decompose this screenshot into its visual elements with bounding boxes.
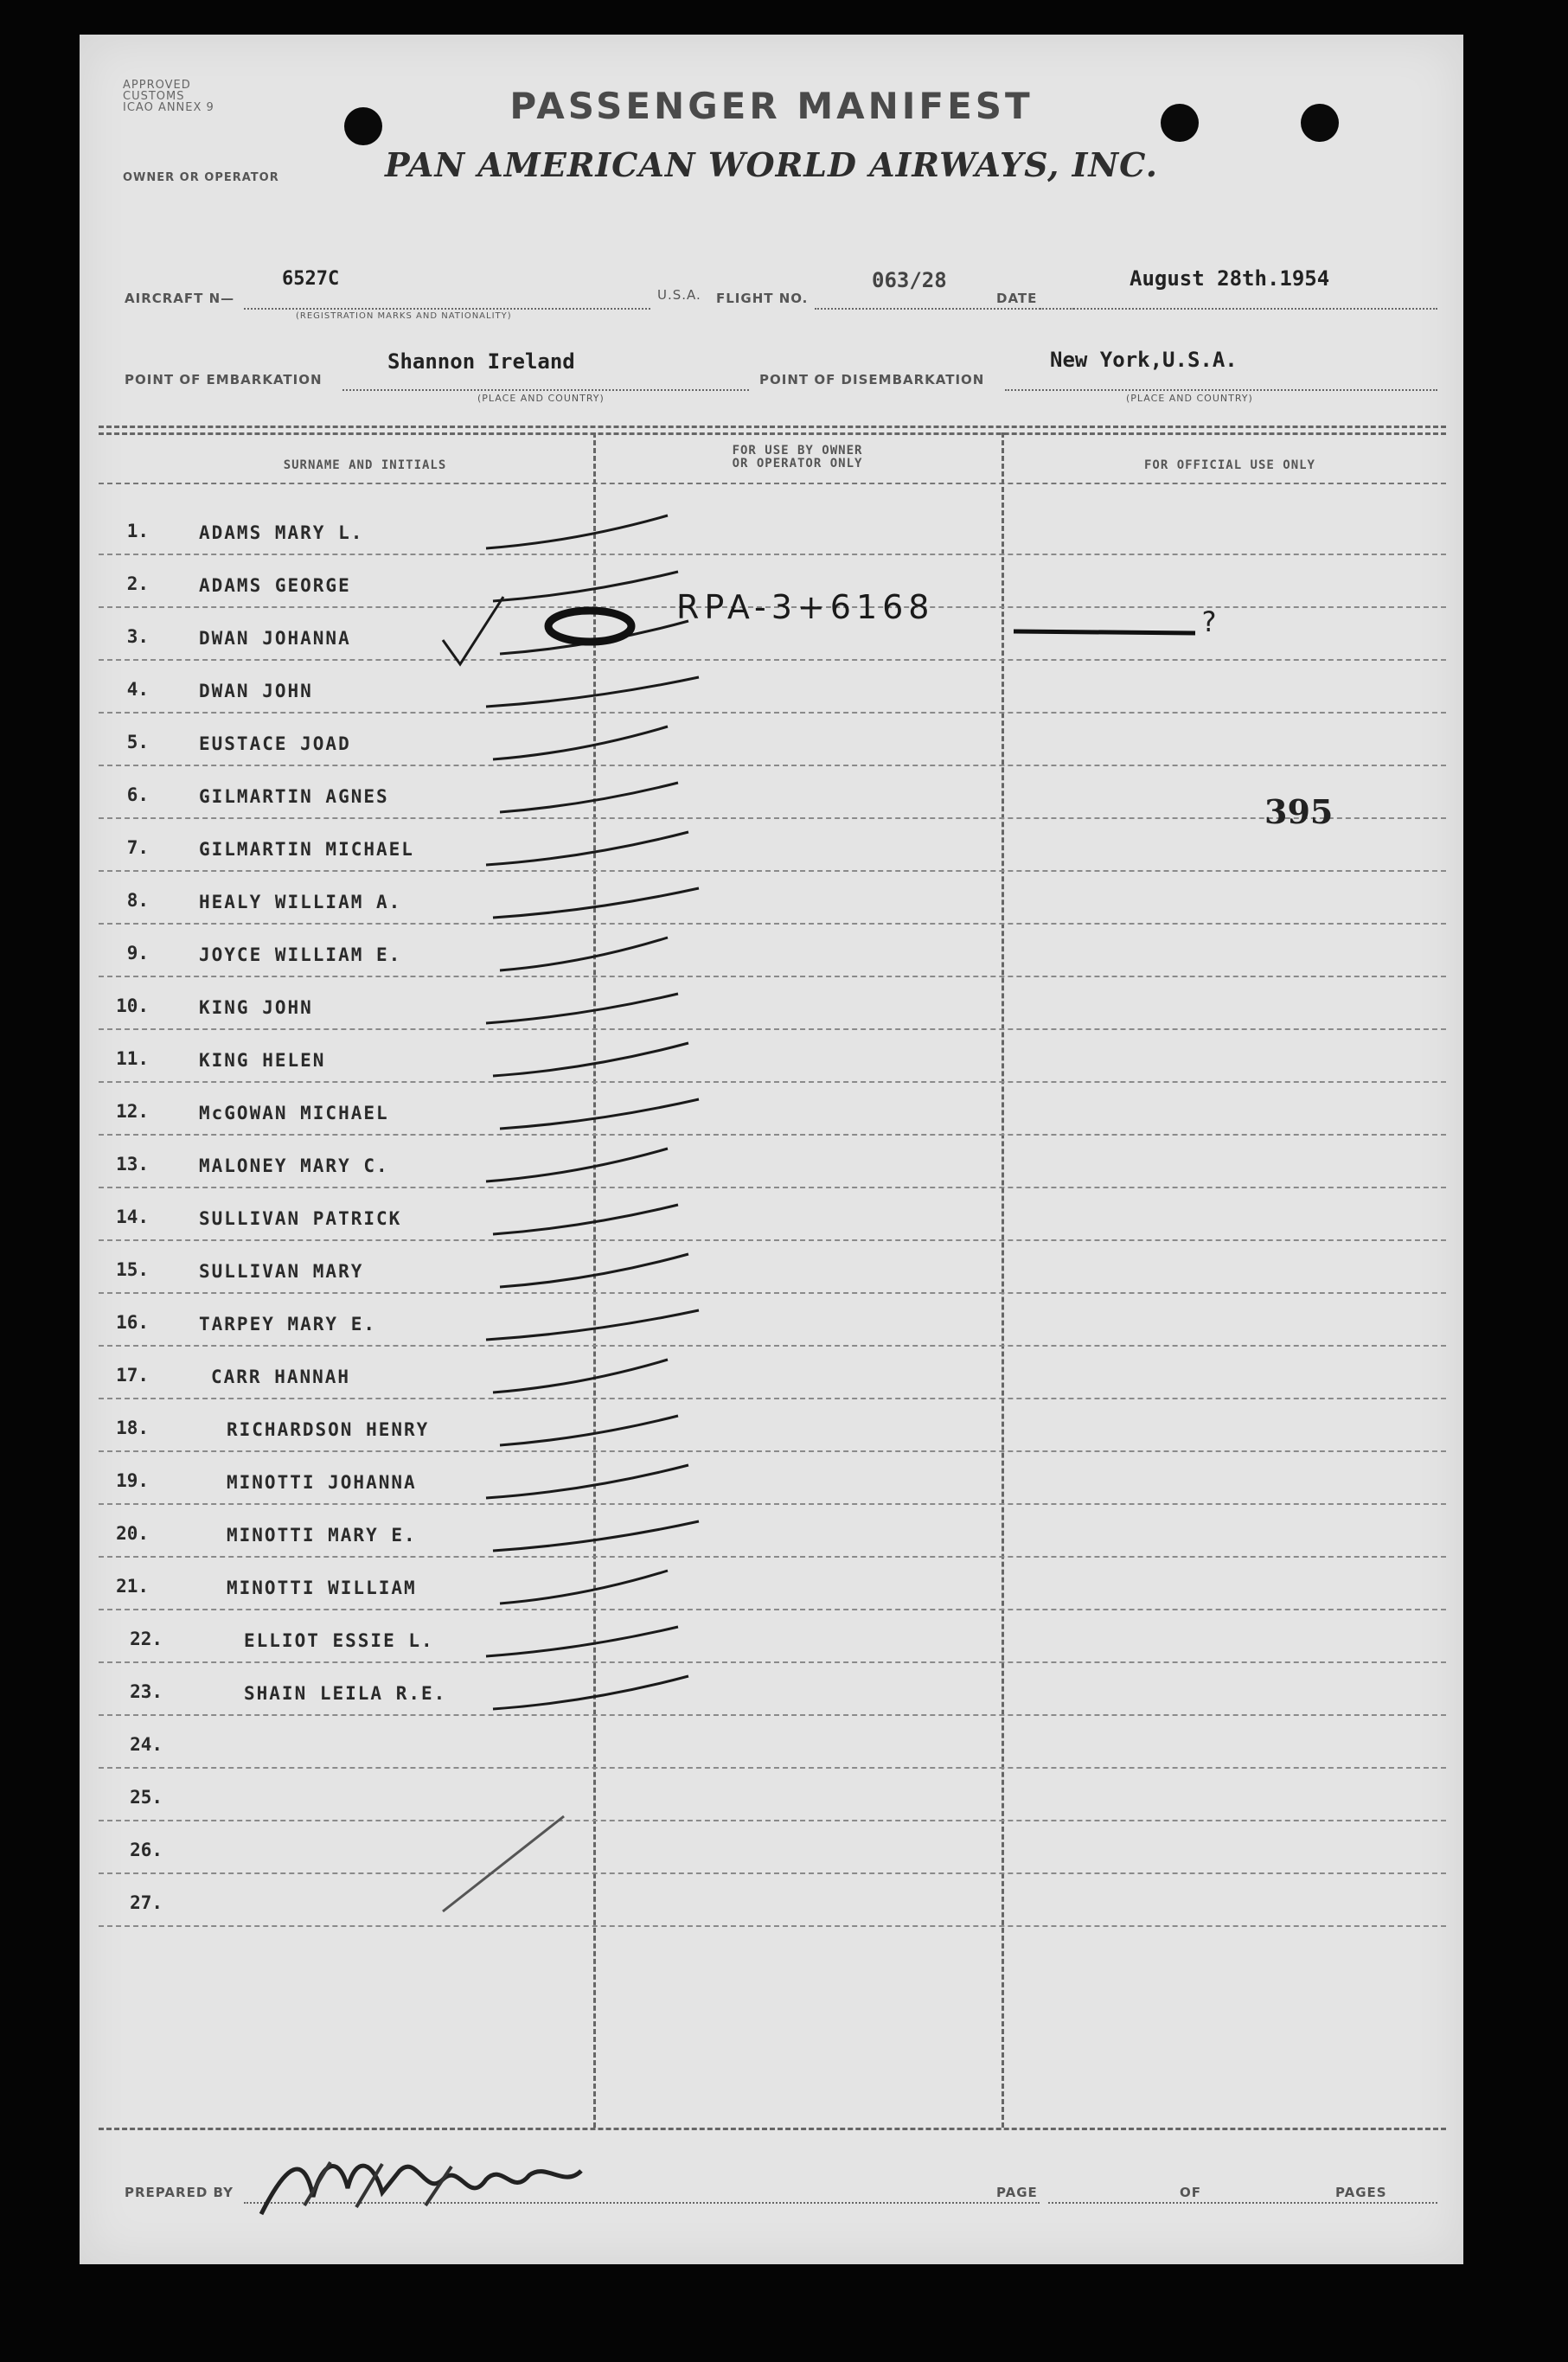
row-number: 12. [116, 1101, 149, 1122]
passenger-name: MINOTTI WILLIAM [227, 1578, 417, 1598]
prepared-by-label: PREPARED BY [125, 2185, 234, 2200]
approval-line-1: APPROVED [123, 79, 191, 92]
row-number: 19. [116, 1470, 149, 1491]
embarkation-label: POINT OF EMBARKATION [125, 372, 323, 387]
passenger-name: ELLIOT ESSIE L. [244, 1630, 434, 1651]
tick-line [493, 1360, 668, 1392]
row-number: 27. [130, 1892, 163, 1913]
official-number: 395 [1264, 792, 1334, 831]
passenger-name: DWAN JOHANNA [199, 628, 351, 649]
checkmark-icon [443, 597, 503, 664]
row-number: 26. [130, 1840, 163, 1860]
row-number: 6. [126, 784, 149, 805]
strikethrough-mark [1014, 631, 1195, 633]
tick-line [493, 1521, 699, 1551]
row-number: 17. [116, 1365, 149, 1386]
passenger-name: KING JOHN [199, 997, 313, 1018]
tick-line [493, 1043, 688, 1076]
row-number: 3. [126, 626, 149, 647]
aircraft-note: (REGISTRATION MARKS AND NATIONALITY) [296, 311, 512, 321]
page-label: PAGE [996, 2185, 1038, 2200]
passenger-name: GILMARTIN AGNES [199, 786, 389, 807]
handwritten-annotation: RPA-3+6168 [676, 588, 935, 626]
passenger-name: GILMARTIN MICHAEL [199, 839, 414, 860]
tick-line [500, 783, 678, 812]
row-number: 22. [130, 1629, 163, 1649]
row-number: 5. [126, 732, 149, 752]
owner-operator-label: OWNER OR OPERATOR [123, 171, 279, 184]
disembarkation-value: New York,U.S.A. [1050, 348, 1238, 372]
col-header-surname: SURNAME AND INITIALS [283, 458, 447, 472]
tick-line [493, 888, 699, 918]
tick-line [500, 1254, 688, 1287]
passenger-name: ADAMS GEORGE [199, 575, 351, 596]
airline-name: PAN AMERICAN WORLD AIRWAYS, INC. [385, 145, 1158, 184]
tick-line [493, 1205, 678, 1234]
aircraft-value: 6527C [282, 268, 340, 290]
passenger-name: MINOTTI MARY E. [227, 1525, 417, 1546]
col-header-official: FOR OFFICIAL USE ONLY [1143, 458, 1315, 472]
row-number: 10. [116, 995, 149, 1016]
tick-line [493, 727, 668, 759]
page-title: PASSENGER MANIFEST [509, 85, 1034, 127]
flight-value: 063/28 [872, 268, 947, 292]
of-label: OF [1180, 2185, 1201, 2200]
tick-line [486, 1310, 699, 1340]
passenger-name: EUSTACE JOAD [199, 733, 351, 754]
cancel-slash [443, 1816, 564, 1911]
tick-line [500, 1099, 699, 1129]
passenger-name: MALONEY MARY C. [199, 1155, 389, 1176]
row-number: 1. [126, 521, 149, 541]
row-number: 14. [116, 1207, 149, 1227]
tick-line [500, 621, 688, 654]
passenger-name: JOYCE WILLIAM E. [199, 944, 402, 965]
tick-line [486, 994, 678, 1023]
passenger-name: CARR HANNAH [211, 1367, 351, 1387]
tick-line [486, 1627, 678, 1656]
embarkation-note: (PLACE AND COUNTRY) [477, 393, 605, 404]
passenger-name: DWAN JOHN [199, 681, 313, 701]
passenger-name: KING HELEN [199, 1050, 326, 1071]
disembarkation-label: POINT OF DISEMBARKATION [759, 372, 985, 387]
flight-label: FLIGHT NO. [716, 291, 809, 306]
tick-line [500, 1571, 668, 1603]
passenger-name: ADAMS MARY L. [199, 522, 364, 543]
tick-line [493, 572, 678, 601]
question-mark: ? [1200, 605, 1218, 638]
passenger-name: McGOWAN MICHAEL [199, 1103, 389, 1123]
row-number: 24. [130, 1734, 163, 1755]
tick-line [486, 677, 699, 707]
row-number: 16. [116, 1312, 149, 1333]
embarkation-value: Shannon Ireland [387, 349, 575, 374]
row-number: 13. [116, 1154, 149, 1175]
tick-line [500, 1416, 678, 1445]
disembarkation-note: (PLACE AND COUNTRY) [1126, 393, 1253, 404]
col-header-owner-line2: OR OPERATOR ONLY [732, 457, 863, 470]
passenger-name: SULLIVAN PATRICK [199, 1208, 402, 1229]
row-number: 15. [116, 1259, 149, 1280]
tick-line [486, 515, 668, 548]
row-number: 8. [126, 890, 149, 911]
passenger-name: SHAIN LEILA R.E. [244, 1683, 447, 1704]
tick-line [486, 1465, 688, 1498]
manifest-page [80, 35, 1463, 2264]
row-number: 2. [126, 573, 149, 594]
approval-line-3: ICAO ANNEX 9 [123, 101, 214, 114]
row-number: 9. [126, 943, 149, 963]
row-number: 25. [130, 1787, 163, 1808]
scribble-mark [548, 611, 631, 642]
usa-label: U.S.A. [657, 287, 701, 303]
passenger-name: TARPEY MARY E. [199, 1314, 377, 1335]
tick-line [486, 1149, 668, 1181]
row-number: 11. [116, 1048, 149, 1069]
approval-line-2: CUSTOMS [123, 90, 185, 103]
passenger-name: SULLIVAN MARY [199, 1261, 364, 1282]
row-number: 21. [116, 1576, 149, 1597]
row-number: 7. [126, 837, 149, 858]
col-header-owner-line1: FOR USE BY OWNER [732, 444, 863, 458]
row-number: 18. [116, 1418, 149, 1438]
date-label: DATE [996, 291, 1038, 306]
passenger-name: MINOTTI JOHANNA [227, 1472, 417, 1493]
pages-label: PAGES [1335, 2185, 1387, 2200]
aircraft-label: AIRCRAFT N— [125, 291, 235, 306]
date-value: August 28th.1954 [1130, 266, 1330, 291]
tick-line [500, 938, 668, 970]
tick-marks [80, 35, 1463, 2264]
tick-line [486, 832, 688, 865]
row-number: 20. [116, 1523, 149, 1544]
row-number: 4. [126, 679, 149, 700]
row-number: 23. [130, 1681, 163, 1702]
tick-line [493, 1676, 688, 1709]
passenger-name: RICHARDSON HENRY [227, 1419, 430, 1440]
passenger-name: HEALY WILLIAM A. [199, 892, 402, 912]
